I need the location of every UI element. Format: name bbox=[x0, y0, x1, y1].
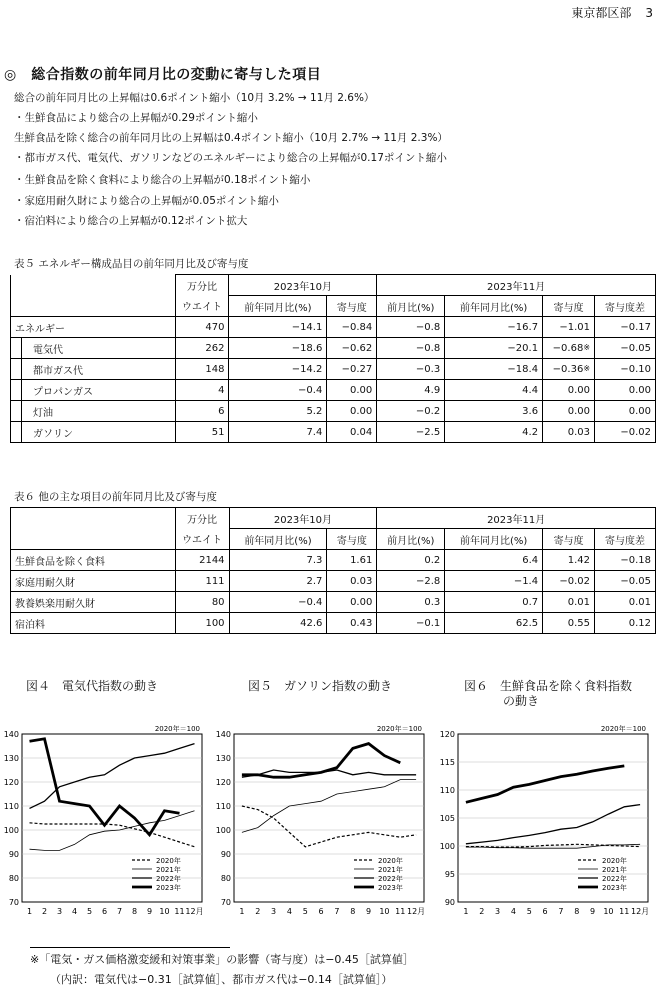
y-tick-label: 100 bbox=[3, 826, 19, 835]
legend-label: 2022年 bbox=[602, 875, 627, 883]
cell-diff: −0.02 bbox=[595, 422, 656, 443]
header-nov: 2023年11月 bbox=[377, 508, 656, 529]
header-blank bbox=[11, 529, 176, 550]
cell-value: 0.00 bbox=[567, 405, 591, 417]
table6-caption: 表６ 他の主な項目の前年同月比及び寄与度 bbox=[14, 491, 217, 503]
cell-value: −1.01 bbox=[559, 321, 591, 333]
header-oct: 2023年10月 bbox=[229, 275, 377, 296]
y-tick-label: 70 bbox=[8, 898, 19, 907]
cell-oct-yoy: 7.4 bbox=[229, 422, 327, 443]
footnote-line1: ※「電気・ガス価格激変緩和対策事業」の影響（寄与度）は−0.45［試算値］ bbox=[30, 953, 414, 966]
legend-label: 2020年 bbox=[156, 857, 181, 865]
cell-name: 灯油 bbox=[11, 401, 176, 422]
cell-mom: 0.2 bbox=[377, 550, 445, 571]
table-row bbox=[11, 592, 656, 613]
legend-label: 2021年 bbox=[156, 866, 181, 874]
y-tick-label: 140 bbox=[215, 730, 231, 739]
cell-oct-c: 1.61 bbox=[327, 550, 377, 571]
cell-diff: −0.05 bbox=[595, 571, 656, 592]
cell-mom: 0.3 bbox=[377, 592, 445, 613]
header-mom: 前月比(%) bbox=[377, 296, 445, 317]
cell-w: 470 bbox=[175, 317, 229, 338]
chart6-food bbox=[436, 722, 656, 922]
x-tick-label: 11 bbox=[395, 907, 406, 916]
table-row bbox=[11, 422, 656, 443]
chart6-title: 図６ 生鮮食品を除く食料指数 bbox=[464, 679, 633, 693]
cell-oct-c: 0.43 bbox=[327, 613, 377, 634]
x-tick-label: 5 bbox=[526, 907, 532, 916]
x-tick-label: 10 bbox=[159, 907, 170, 916]
y-tick-label: 80 bbox=[8, 874, 19, 883]
series-line-2023年 bbox=[466, 766, 624, 802]
x-tick-label: 4 bbox=[71, 907, 78, 916]
x-tick-label: 12月 bbox=[630, 907, 650, 916]
table-row bbox=[11, 613, 656, 634]
cell-name: 生鮮食品を除く食料 bbox=[11, 550, 176, 571]
y-tick-label: 110 bbox=[3, 802, 19, 811]
footnote-mark: ※ bbox=[583, 363, 591, 373]
cell-nov-yoy: −1.4 bbox=[445, 571, 543, 592]
chart4-title: 図４ 電気代指数の動き bbox=[26, 679, 159, 693]
cell-nov-c bbox=[543, 338, 595, 359]
chart5-gasoline bbox=[212, 722, 432, 922]
header-blank bbox=[11, 508, 176, 529]
y-tick-label: 90 bbox=[8, 850, 19, 859]
x-tick-label: 9 bbox=[146, 907, 153, 916]
cell-oct-yoy: 2.7 bbox=[229, 571, 327, 592]
base-note: 2020年＝100 bbox=[600, 725, 646, 733]
x-tick-label: 2 bbox=[479, 907, 485, 916]
cell-nov-yoy: 4.2 bbox=[445, 422, 543, 443]
y-tick-label: 105 bbox=[439, 814, 455, 823]
cell-nov-c bbox=[543, 359, 595, 380]
x-tick-label: 12月 bbox=[406, 907, 426, 916]
cell-oct-yoy: 5.2 bbox=[229, 401, 327, 422]
cell-mom: −0.1 bbox=[377, 613, 445, 634]
table-row bbox=[11, 571, 656, 592]
cell-nov-yoy: −20.1 bbox=[445, 338, 543, 359]
table6 bbox=[10, 507, 656, 634]
cell-nov-yoy: 0.7 bbox=[445, 592, 543, 613]
cell-mom: −0.8 bbox=[377, 338, 445, 359]
cell-diff: −0.05 bbox=[595, 338, 656, 359]
cell-name: エネルギー bbox=[11, 317, 176, 338]
cell-name: ガソリン bbox=[11, 422, 176, 443]
series-line-2020年 bbox=[30, 823, 195, 847]
footnote-mark: ※ bbox=[583, 342, 591, 352]
cell-w: 111 bbox=[175, 571, 229, 592]
y-tick-label: 110 bbox=[439, 786, 455, 795]
x-tick-label: 6 bbox=[318, 907, 324, 916]
cell-nov-c bbox=[543, 422, 595, 443]
cell-name: 電気代 bbox=[11, 338, 176, 359]
cell-oct-c: 0.03 bbox=[327, 571, 377, 592]
x-tick-label: 1 bbox=[463, 907, 469, 916]
cell-value: 0.00 bbox=[567, 384, 591, 396]
y-tick-label: 115 bbox=[439, 758, 455, 767]
cell-w: 262 bbox=[175, 338, 229, 359]
y-tick-label: 130 bbox=[215, 754, 231, 763]
header-diff: 寄与度差 bbox=[595, 296, 656, 317]
cell-oct-c: −0.27 bbox=[327, 359, 377, 380]
header-weight: 万分比 bbox=[175, 275, 229, 296]
base-note: 2020年＝100 bbox=[376, 725, 422, 733]
cell-diff: −0.10 bbox=[595, 359, 656, 380]
cell-nov-yoy: 6.4 bbox=[445, 550, 543, 571]
bullet-line: ・生鮮食品を除く食料により総合の上昇幅が0.18ポイント縮小 bbox=[14, 174, 311, 186]
x-tick-label: 12月 bbox=[185, 907, 204, 916]
cell-oct-yoy: 7.3 bbox=[229, 550, 327, 571]
legend-label: 2021年 bbox=[602, 866, 627, 874]
header-blank bbox=[11, 275, 176, 296]
cell-oct-yoy: −18.6 bbox=[229, 338, 327, 359]
x-tick-label: 7 bbox=[116, 907, 123, 916]
y-tick-label: 100 bbox=[439, 842, 455, 851]
cell-nov-c: 0.01 bbox=[543, 592, 595, 613]
cell-nov-c bbox=[543, 380, 595, 401]
legend-label: 2022年 bbox=[156, 875, 181, 883]
section-title: ◎ 総合指数の前年同月比の変動に寄与した項目 bbox=[4, 67, 322, 83]
table-row bbox=[11, 359, 656, 380]
page-header bbox=[557, 4, 653, 21]
series-line-2022年 bbox=[466, 805, 640, 844]
y-tick-label: 140 bbox=[3, 730, 19, 739]
cell-w: 6 bbox=[175, 401, 229, 422]
table-row bbox=[11, 380, 656, 401]
bullet-line: 総合の前年同月比の上昇幅は0.6ポイント縮小（10月 3.2% → 11月 2.6%） bbox=[14, 92, 375, 104]
cell-oct-c: 0.00 bbox=[327, 401, 377, 422]
header-contrib: 寄与度 bbox=[543, 529, 595, 550]
x-tick-label: 8 bbox=[574, 907, 580, 916]
table-row bbox=[11, 317, 656, 338]
cell-oct-c: 0.00 bbox=[327, 380, 377, 401]
bullet-line: ・家庭用耐久財により総合の上昇幅が0.05ポイント縮小 bbox=[14, 195, 279, 207]
header-weight2: ウエイト bbox=[175, 529, 229, 550]
y-tick-label: 70 bbox=[220, 898, 231, 907]
legend-label: 2021年 bbox=[378, 866, 403, 874]
footnote-line2: （内訳：電気代は−0.31［試算値］、都市ガス代は−0.14［試算値］） bbox=[50, 973, 393, 986]
x-tick-label: 5 bbox=[302, 907, 308, 916]
y-tick-label: 95 bbox=[444, 870, 455, 879]
x-tick-label: 2 bbox=[41, 907, 48, 916]
chart6-title-line2: の動き bbox=[503, 694, 540, 708]
cell-nov-c: 0.55 bbox=[543, 613, 595, 634]
header-blank bbox=[11, 296, 176, 317]
y-tick-label: 100 bbox=[215, 826, 231, 835]
cell-nov-c bbox=[543, 317, 595, 338]
cell-mom: −2.5 bbox=[377, 422, 445, 443]
header-yoy: 前年同月比(%) bbox=[229, 529, 327, 550]
table-row bbox=[11, 401, 656, 422]
x-tick-label: 4 bbox=[510, 907, 516, 916]
y-tick-label: 120 bbox=[439, 730, 455, 739]
header-contrib: 寄与度 bbox=[543, 296, 595, 317]
header-contrib: 寄与度 bbox=[327, 529, 377, 550]
legend-label: 2023年 bbox=[378, 884, 403, 892]
cell-oct-yoy: −0.4 bbox=[229, 380, 327, 401]
cell-nov-yoy: −18.4 bbox=[445, 359, 543, 380]
cell-diff: 0.00 bbox=[595, 380, 656, 401]
cell-name: プロパンガス bbox=[11, 380, 176, 401]
cell-diff: 0.00 bbox=[595, 401, 656, 422]
x-tick-label: 5 bbox=[86, 907, 93, 916]
cell-nov-yoy: 4.4 bbox=[445, 380, 543, 401]
cell-diff: −0.18 bbox=[595, 550, 656, 571]
cell-oct-yoy: −14.2 bbox=[229, 359, 327, 380]
x-tick-label: 7 bbox=[558, 907, 564, 916]
header-yoy: 前年同月比(%) bbox=[445, 296, 543, 317]
cell-name: 教養娯楽用耐久財 bbox=[11, 592, 176, 613]
x-tick-label: 3 bbox=[495, 907, 501, 916]
cell-w: 100 bbox=[175, 613, 229, 634]
x-tick-label: 9 bbox=[590, 907, 596, 916]
bullet-line: 生鮮食品を除く総合の前年同月比の上昇幅は0.4ポイント縮小（10月 2.7% → 11月 2.3%） bbox=[14, 132, 448, 144]
y-tick-label: 90 bbox=[444, 898, 455, 907]
bullet-line: ・宿泊料により総合の上昇幅が0.12ポイント拡大 bbox=[14, 215, 248, 227]
cell-oct-yoy: −14.1 bbox=[229, 317, 327, 338]
header-yoy: 前年同月比(%) bbox=[229, 296, 327, 317]
table5-caption: 表５ エネルギー構成品目の前年同月比及び寄与度 bbox=[14, 258, 249, 270]
series-line-2020年 bbox=[242, 806, 416, 847]
cell-w: 2144 bbox=[175, 550, 229, 571]
cell-name: 都市ガス代 bbox=[11, 359, 176, 380]
header-weight2: ウエイト bbox=[175, 296, 229, 317]
y-tick-label: 90 bbox=[220, 850, 231, 859]
cell-oct-c: −0.62 bbox=[327, 338, 377, 359]
x-tick-label: 8 bbox=[131, 907, 138, 916]
table5 bbox=[10, 274, 656, 443]
cell-mom: −0.2 bbox=[377, 401, 445, 422]
x-tick-label: 7 bbox=[334, 907, 340, 916]
cell-nov-yoy: 62.5 bbox=[445, 613, 543, 634]
y-tick-label: 80 bbox=[220, 874, 231, 883]
cell-value: −0.68 bbox=[552, 342, 584, 354]
bullet-line: ・生鮮食品により総合の上昇幅が0.29ポイント縮小 bbox=[14, 112, 258, 124]
cell-nov-c: −0.02 bbox=[543, 571, 595, 592]
cell-mom: −0.3 bbox=[377, 359, 445, 380]
x-tick-label: 1 bbox=[26, 907, 33, 916]
bullet-line: ・都市ガス代、電気代、ガソリンなどのエネルギーにより総合の上昇幅が0.17ポイント縮小 bbox=[14, 152, 447, 164]
x-tick-label: 9 bbox=[366, 907, 372, 916]
x-tick-label: 2 bbox=[255, 907, 261, 916]
x-tick-label: 11 bbox=[619, 907, 630, 916]
x-tick-label: 6 bbox=[542, 907, 548, 916]
x-tick-label: 4 bbox=[286, 907, 292, 916]
legend-label: 2020年 bbox=[378, 857, 403, 865]
y-tick-label: 120 bbox=[215, 778, 231, 787]
cell-nov-yoy: 3.6 bbox=[445, 401, 543, 422]
cell-diff: 0.12 bbox=[595, 613, 656, 634]
x-tick-label: 11 bbox=[174, 907, 185, 916]
cell-name: 宿泊料 bbox=[11, 613, 176, 634]
header-oct: 2023年10月 bbox=[229, 508, 377, 529]
header-yoy: 前年同月比(%) bbox=[445, 529, 543, 550]
cell-w: 148 bbox=[175, 359, 229, 380]
cell-w: 4 bbox=[175, 380, 229, 401]
header-org: 東京都区部 bbox=[571, 6, 632, 20]
legend-label: 2020年 bbox=[602, 857, 627, 865]
cell-oct-c: −0.84 bbox=[327, 317, 377, 338]
table-row bbox=[11, 338, 656, 359]
cell-oct-c: 0.04 bbox=[327, 422, 377, 443]
legend-label: 2022年 bbox=[378, 875, 403, 883]
footnote-rule bbox=[30, 947, 230, 948]
cell-oct-yoy: 42.6 bbox=[229, 613, 327, 634]
series-line-2023年 bbox=[30, 739, 180, 835]
cell-nov-c: 1.42 bbox=[543, 550, 595, 571]
legend-label: 2023年 bbox=[602, 884, 627, 892]
x-tick-label: 10 bbox=[379, 907, 390, 916]
legend-label: 2023年 bbox=[156, 884, 181, 892]
x-tick-label: 6 bbox=[101, 907, 108, 916]
cell-mom: 4.9 bbox=[377, 380, 445, 401]
chart5-title: 図５ ガソリン指数の動き bbox=[248, 679, 393, 693]
cell-w: 51 bbox=[175, 422, 229, 443]
cell-oct-yoy: −0.4 bbox=[229, 592, 327, 613]
cell-nov-yoy: −16.7 bbox=[445, 317, 543, 338]
cell-diff: −0.17 bbox=[595, 317, 656, 338]
y-tick-label: 110 bbox=[215, 802, 231, 811]
cell-w: 80 bbox=[175, 592, 229, 613]
x-tick-label: 3 bbox=[56, 907, 63, 916]
cell-name: 家庭用耐久財 bbox=[11, 571, 176, 592]
cell-mom: −0.8 bbox=[377, 317, 445, 338]
header-contrib: 寄与度 bbox=[327, 296, 377, 317]
cell-oct-c: 0.00 bbox=[327, 592, 377, 613]
x-tick-label: 3 bbox=[271, 907, 277, 916]
x-tick-label: 1 bbox=[239, 907, 245, 916]
cell-diff: 0.01 bbox=[595, 592, 656, 613]
header-weight: 万分比 bbox=[175, 508, 229, 529]
x-tick-label: 8 bbox=[350, 907, 356, 916]
header-nov: 2023年11月 bbox=[377, 275, 656, 296]
page-number: 3 bbox=[645, 6, 653, 20]
cell-value: 0.03 bbox=[567, 426, 591, 438]
table-row bbox=[11, 550, 656, 571]
y-tick-label: 120 bbox=[3, 778, 19, 787]
base-note: 2020年＝100 bbox=[154, 725, 200, 733]
cell-nov-c bbox=[543, 401, 595, 422]
y-tick-label: 130 bbox=[3, 754, 19, 763]
header-mom: 前月比(%) bbox=[377, 529, 445, 550]
cell-mom: −2.8 bbox=[377, 571, 445, 592]
x-tick-label: 10 bbox=[603, 907, 614, 916]
chart4-electricity bbox=[0, 722, 210, 922]
cell-value: −0.36 bbox=[552, 363, 584, 375]
header-diff: 寄与度差 bbox=[595, 529, 656, 550]
